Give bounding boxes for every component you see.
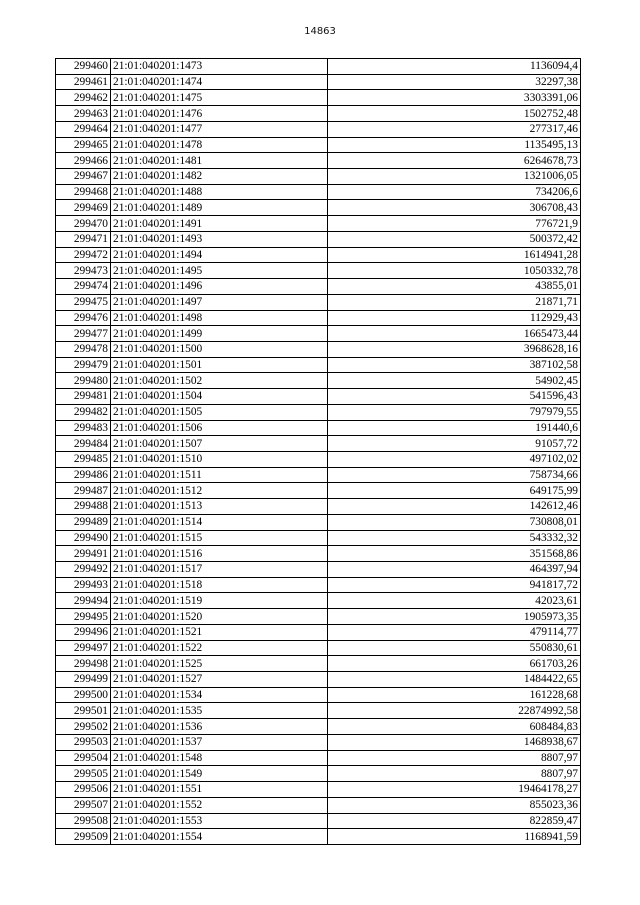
cadastral-number-cell: 21:01:040201:1521	[111, 624, 328, 640]
cadastral-value-cell: 1614941,28	[328, 247, 581, 263]
row-number-cell: 299493	[56, 577, 111, 593]
table-row	[56, 184, 581, 200]
cadastral-number-cell: 21:01:040201:1511	[111, 467, 328, 483]
cadastral-value-cell: 479114,77	[328, 624, 581, 640]
row-number-cell: 299465	[56, 137, 111, 153]
table-row	[56, 231, 581, 247]
cadastral-number-cell: 21:01:040201:1507	[111, 436, 328, 452]
page-number: 14863	[304, 26, 336, 37]
row-number-cell: 299475	[56, 294, 111, 310]
cadastral-value-cell: 1468938,67	[328, 734, 581, 750]
cadastral-number-cell: 21:01:040201:1512	[111, 483, 328, 499]
cadastral-number-cell: 21:01:040201:1537	[111, 734, 328, 750]
cadastral-number-cell: 21:01:040201:1513	[111, 499, 328, 515]
cadastral-number-cell: 21:01:040201:1515	[111, 530, 328, 546]
row-number-cell: 299505	[56, 766, 111, 782]
table-row	[56, 782, 581, 798]
table-row	[56, 326, 581, 342]
row-number-cell: 299483	[56, 420, 111, 436]
cadastral-value-cell: 191440,6	[328, 420, 581, 436]
row-number-cell: 299502	[56, 719, 111, 735]
table-row	[56, 357, 581, 373]
cadastral-value-cell: 387102,58	[328, 357, 581, 373]
cadastral-number-cell: 21:01:040201:1518	[111, 577, 328, 593]
table-row	[56, 467, 581, 483]
row-number-cell: 299464	[56, 121, 111, 137]
row-number-cell: 299479	[56, 357, 111, 373]
cadastral-number-cell: 21:01:040201:1516	[111, 546, 328, 562]
row-number-cell: 299469	[56, 200, 111, 216]
row-number-cell: 299463	[56, 106, 111, 122]
cadastral-number-cell: 21:01:040201:1488	[111, 184, 328, 200]
cadastral-value-cell: 1484422,65	[328, 672, 581, 688]
cadastral-number-cell: 21:01:040201:1474	[111, 74, 328, 90]
cadastral-value-cell: 541596,43	[328, 389, 581, 405]
row-number-cell: 299494	[56, 593, 111, 609]
row-number-cell: 299468	[56, 184, 111, 200]
row-number-cell: 299487	[56, 483, 111, 499]
row-number-cell: 299460	[56, 59, 111, 75]
cadastral-value-cell: 43855,01	[328, 279, 581, 295]
cadastral-value-cell: 161228,68	[328, 687, 581, 703]
table-row	[56, 404, 581, 420]
cadastral-value-cell: 3303391,06	[328, 90, 581, 106]
cadastral-number-cell: 21:01:040201:1527	[111, 672, 328, 688]
row-number-cell: 299470	[56, 216, 111, 232]
cadastral-value-cell: 6264678,73	[328, 153, 581, 169]
table-row	[56, 797, 581, 813]
table-row	[56, 530, 581, 546]
cadastral-number-cell: 21:01:040201:1493	[111, 231, 328, 247]
cadastral-value-cell: 42023,61	[328, 593, 581, 609]
cadastral-number-cell: 21:01:040201:1534	[111, 687, 328, 703]
table-row	[56, 546, 581, 562]
cadastral-value-cell: 1135495,13	[328, 137, 581, 153]
table-row	[56, 766, 581, 782]
row-number-cell: 299497	[56, 640, 111, 656]
row-number-cell: 299506	[56, 782, 111, 798]
table-row	[56, 829, 581, 845]
table-row	[56, 451, 581, 467]
cadastral-number-cell: 21:01:040201:1552	[111, 797, 328, 813]
cadastral-value-cell: 649175,99	[328, 483, 581, 499]
cadastral-value-cell: 758734,66	[328, 467, 581, 483]
cadastral-number-cell: 21:01:040201:1517	[111, 562, 328, 578]
table-row	[56, 514, 581, 530]
cadastral-number-cell: 21:01:040201:1522	[111, 640, 328, 656]
table-row	[56, 169, 581, 185]
cadastral-value-cell: 730808,01	[328, 514, 581, 530]
cadastral-value-cell: 21871,71	[328, 294, 581, 310]
table-row	[56, 672, 581, 688]
table-row	[56, 719, 581, 735]
table-row	[56, 153, 581, 169]
cadastral-value-cell: 1905973,35	[328, 609, 581, 625]
row-number-cell: 299485	[56, 451, 111, 467]
cadastral-number-cell: 21:01:040201:1553	[111, 813, 328, 829]
cadastral-value-cell: 1136094,4	[328, 59, 581, 75]
cadastral-value-cell: 91057,72	[328, 436, 581, 452]
row-number-cell: 299508	[56, 813, 111, 829]
cadastral-number-cell: 21:01:040201:1478	[111, 137, 328, 153]
cadastral-value-cell: 550830,61	[328, 640, 581, 656]
cadastral-value-cell: 8807,97	[328, 766, 581, 782]
cadastral-value-cell: 3968628,16	[328, 341, 581, 357]
table-row	[56, 483, 581, 499]
table-body	[56, 59, 581, 845]
row-number-cell: 299491	[56, 546, 111, 562]
cadastral-number-cell: 21:01:040201:1498	[111, 310, 328, 326]
cadastral-value-cell: 112929,43	[328, 310, 581, 326]
cadastral-value-cell: 19464178,27	[328, 782, 581, 798]
cadastral-value-cell: 734206,6	[328, 184, 581, 200]
cadastral-number-cell: 21:01:040201:1473	[111, 59, 328, 75]
row-number-cell: 299496	[56, 624, 111, 640]
row-number-cell: 299462	[56, 90, 111, 106]
cadastral-number-cell: 21:01:040201:1501	[111, 357, 328, 373]
cadastral-value-cell: 822859,47	[328, 813, 581, 829]
row-number-cell: 299503	[56, 734, 111, 750]
table-row	[56, 263, 581, 279]
row-number-cell: 299495	[56, 609, 111, 625]
table-row	[56, 640, 581, 656]
row-number-cell: 299476	[56, 310, 111, 326]
table-row	[56, 562, 581, 578]
table-row	[56, 74, 581, 90]
cadastral-number-cell: 21:01:040201:1481	[111, 153, 328, 169]
table-row	[56, 90, 581, 106]
cadastral-number-cell: 21:01:040201:1504	[111, 389, 328, 405]
cadastral-number-cell: 21:01:040201:1535	[111, 703, 328, 719]
cadastral-number-cell: 21:01:040201:1505	[111, 404, 328, 420]
cadastral-value-cell: 1168941,59	[328, 829, 581, 845]
row-number-cell: 299478	[56, 341, 111, 357]
table-row	[56, 624, 581, 640]
table-row	[56, 499, 581, 515]
table-row	[56, 59, 581, 75]
cadastral-number-cell: 21:01:040201:1497	[111, 294, 328, 310]
row-number-cell: 299488	[56, 499, 111, 515]
cadastral-value-cell: 1321006,05	[328, 169, 581, 185]
row-number-cell: 299492	[56, 562, 111, 578]
row-number-cell: 299466	[56, 153, 111, 169]
cadastral-number-cell: 21:01:040201:1496	[111, 279, 328, 295]
table-row	[56, 813, 581, 829]
cadastral-value-cell: 32297,38	[328, 74, 581, 90]
row-number-cell: 299484	[56, 436, 111, 452]
cadastral-value-cell: 543332,32	[328, 530, 581, 546]
cadastral-number-cell: 21:01:040201:1489	[111, 200, 328, 216]
cadastral-value-cell: 277317,46	[328, 121, 581, 137]
cadastral-number-cell: 21:01:040201:1491	[111, 216, 328, 232]
cadastral-number-cell: 21:01:040201:1476	[111, 106, 328, 122]
cadastral-value-cell: 22874992,58	[328, 703, 581, 719]
cadastral-number-cell: 21:01:040201:1482	[111, 169, 328, 185]
table-row	[56, 420, 581, 436]
cadastral-value-cell: 608484,83	[328, 719, 581, 735]
row-number-cell: 299500	[56, 687, 111, 703]
cadastral-number-cell: 21:01:040201:1519	[111, 593, 328, 609]
table-row	[56, 687, 581, 703]
table-row	[56, 200, 581, 216]
cadastral-number-cell: 21:01:040201:1549	[111, 766, 328, 782]
row-number-cell: 299480	[56, 373, 111, 389]
table-row	[56, 436, 581, 452]
row-number-cell: 299504	[56, 750, 111, 766]
cadastral-value-cell: 1665473,44	[328, 326, 581, 342]
table-row	[56, 310, 581, 326]
table-row	[56, 593, 581, 609]
cadastral-number-cell: 21:01:040201:1502	[111, 373, 328, 389]
table-row	[56, 750, 581, 766]
cadastral-number-cell: 21:01:040201:1536	[111, 719, 328, 735]
cadastral-value-cell: 54902,45	[328, 373, 581, 389]
cadastral-value-cell: 8807,97	[328, 750, 581, 766]
table-row	[56, 341, 581, 357]
table-row	[56, 279, 581, 295]
row-number-cell: 299481	[56, 389, 111, 405]
cadastral-value-cell: 351568,86	[328, 546, 581, 562]
table-row	[56, 577, 581, 593]
cadastral-number-cell: 21:01:040201:1548	[111, 750, 328, 766]
cadastral-value-cell: 941817,72	[328, 577, 581, 593]
table-row	[56, 656, 581, 672]
row-number-cell: 299486	[56, 467, 111, 483]
row-number-cell: 299467	[56, 169, 111, 185]
table-row	[56, 703, 581, 719]
row-number-cell: 299498	[56, 656, 111, 672]
cadastral-number-cell: 21:01:040201:1475	[111, 90, 328, 106]
cadastral-number-cell: 21:01:040201:1551	[111, 782, 328, 798]
row-number-cell: 299489	[56, 514, 111, 530]
row-number-cell: 299482	[56, 404, 111, 420]
row-number-cell: 299473	[56, 263, 111, 279]
row-number-cell: 299471	[56, 231, 111, 247]
cadastral-value-cell: 661703,26	[328, 656, 581, 672]
cadastral-number-cell: 21:01:040201:1514	[111, 514, 328, 530]
row-number-cell: 299474	[56, 279, 111, 295]
cadastral-value-cell: 1050332,78	[328, 263, 581, 279]
cadastral-number-cell: 21:01:040201:1494	[111, 247, 328, 263]
table-row	[56, 247, 581, 263]
table-row	[56, 734, 581, 750]
table-row	[56, 137, 581, 153]
row-number-cell: 299499	[56, 672, 111, 688]
cadastral-number-cell: 21:01:040201:1510	[111, 451, 328, 467]
cadastral-value-cell: 142612,46	[328, 499, 581, 515]
cadastral-number-cell: 21:01:040201:1499	[111, 326, 328, 342]
cadastral-number-cell: 21:01:040201:1500	[111, 341, 328, 357]
table-row	[56, 373, 581, 389]
table-row	[56, 106, 581, 122]
cadastral-value-cell: 855023,36	[328, 797, 581, 813]
cadastral-value-cell: 497102,02	[328, 451, 581, 467]
cadastral-number-cell: 21:01:040201:1495	[111, 263, 328, 279]
table-row	[56, 294, 581, 310]
cadastral-value-cell: 797979,55	[328, 404, 581, 420]
cadastral-value-cell: 776721,9	[328, 216, 581, 232]
table-row	[56, 389, 581, 405]
cadastral-number-cell: 21:01:040201:1525	[111, 656, 328, 672]
cadastral-number-cell: 21:01:040201:1554	[111, 829, 328, 845]
cadastral-number-cell: 21:01:040201:1506	[111, 420, 328, 436]
table-row	[56, 121, 581, 137]
cadastral-value-cell: 500372,42	[328, 231, 581, 247]
row-number-cell: 299490	[56, 530, 111, 546]
row-number-cell: 299507	[56, 797, 111, 813]
table-row	[56, 609, 581, 625]
row-number-cell: 299477	[56, 326, 111, 342]
cadastral-number-cell: 21:01:040201:1477	[111, 121, 328, 137]
table-row	[56, 216, 581, 232]
row-number-cell: 299472	[56, 247, 111, 263]
cadastral-value-cell: 1502752,48	[328, 106, 581, 122]
row-number-cell: 299461	[56, 74, 111, 90]
cadastral-value-cell: 306708,43	[328, 200, 581, 216]
cadastral-value-cell: 464397,94	[328, 562, 581, 578]
row-number-cell: 299501	[56, 703, 111, 719]
cadastral-value-table	[55, 58, 581, 845]
row-number-cell: 299509	[56, 829, 111, 845]
cadastral-number-cell: 21:01:040201:1520	[111, 609, 328, 625]
